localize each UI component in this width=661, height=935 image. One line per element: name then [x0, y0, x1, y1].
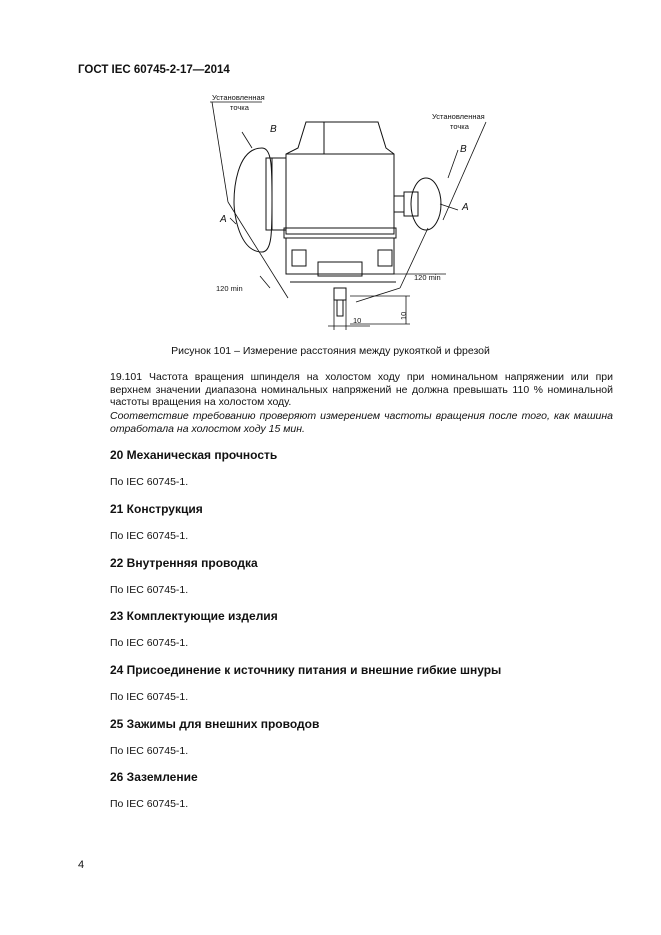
left-point-label-line-2: точка	[230, 103, 249, 112]
left-min-dimension: 120 min	[216, 284, 243, 293]
right-point-label-line-2: точка	[450, 122, 469, 131]
right-min-dimension: 120 min	[414, 273, 441, 282]
section-24-title: 24 Присоединение к источнику питания и внешние гибкие шнуры	[110, 663, 502, 677]
motor-housing	[286, 122, 394, 234]
page-number: 4	[78, 859, 85, 871]
left-point-label-line-1: Установленная	[212, 93, 265, 102]
section-22-ref: По IEC 60745-1.	[110, 584, 189, 596]
router-bit	[334, 288, 346, 300]
left-coupling	[266, 158, 286, 230]
section-20-ref: По IEC 60745-1.	[110, 476, 189, 488]
vertical-dimension: 10	[399, 311, 408, 320]
clause-19-101-text: 19.101 Частота вращения шпинделя на холостом ходу при номинальном напряжении или при верхнем значении диапазона номинальных напряжений не должна превышать 110 % номинальной частоты вращения на холостом ходу.	[110, 371, 613, 409]
right-handle	[411, 178, 441, 230]
right-letter-a: A	[462, 202, 469, 213]
section-26-title: 26 Заземление	[110, 770, 198, 784]
right-stub	[394, 196, 404, 212]
figure-caption: Рисунок 101 – Измерение расстояния между рукояткой и фрезой	[171, 345, 490, 357]
router-measurement-figure	[200, 92, 500, 334]
section-25-title: 25 Зажимы для внешних проводов	[110, 717, 320, 731]
document-header: ГОСТ IEC 60745-2-17—2014	[78, 64, 230, 76]
section-22-title: 22 Внутренняя проводка	[110, 556, 258, 570]
section-25-ref: По IEC 60745-1.	[110, 745, 189, 757]
section-26-ref: По IEC 60745-1.	[110, 798, 189, 810]
left-letter-a: A	[220, 214, 227, 225]
section-21-ref: По IEC 60745-1.	[110, 530, 189, 542]
section-24-ref: По IEC 60745-1.	[110, 691, 189, 703]
right-point-label-line-1: Установленная	[432, 112, 485, 121]
section-20-title: 20 Механическая прочность	[110, 448, 278, 462]
bottom-dimension: 10	[353, 316, 362, 325]
section-23-title: 23 Комплектующие изделия	[110, 609, 278, 623]
section-23-ref: По IEC 60745-1.	[110, 637, 189, 649]
clause-19-101-check: Соответствие требованию проверяют измерением частоты вращения после того, как машина отработала на холостом ходу 15 мин.	[110, 410, 613, 435]
section-21-title: 21 Конструкция	[110, 502, 203, 516]
left-letter-b: B	[270, 124, 277, 135]
right-letter-b: B	[460, 144, 467, 155]
router-base	[284, 228, 396, 238]
